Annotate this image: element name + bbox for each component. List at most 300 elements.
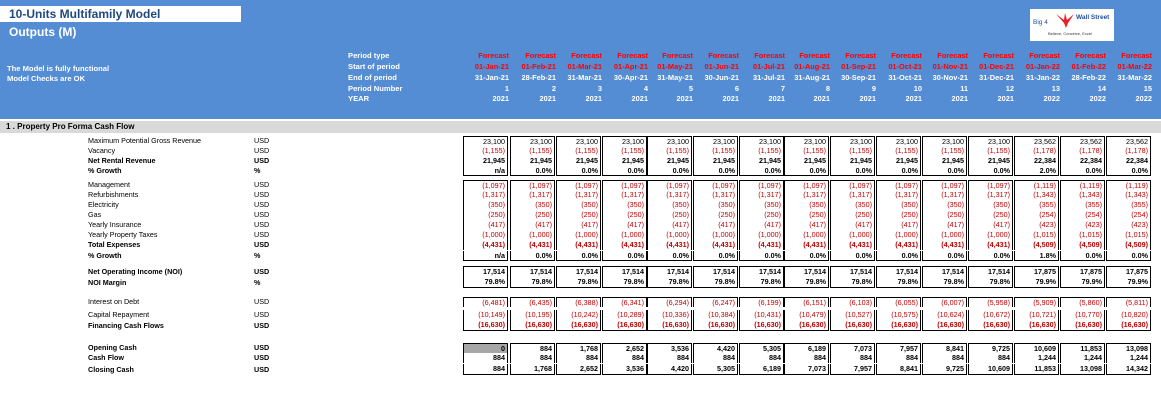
- table-cell[interactable]: 79.8%: [739, 277, 784, 288]
- table-cell[interactable]: 21,945: [693, 156, 738, 166]
- table-cell[interactable]: 7,957: [830, 364, 875, 375]
- table-cell[interactable]: (1,317): [739, 190, 784, 200]
- table-cell[interactable]: (1,155): [739, 146, 784, 156]
- table-cell[interactable]: 0.0%: [739, 251, 784, 261]
- table-cell[interactable]: 21,945: [968, 156, 1013, 166]
- table-cell[interactable]: 9,725: [922, 364, 967, 375]
- table-cell[interactable]: 1.8%: [1014, 251, 1059, 261]
- table-cell[interactable]: 0.0%: [647, 166, 692, 176]
- table-cell[interactable]: 0.0%: [830, 166, 875, 176]
- table-cell[interactable]: (417): [556, 220, 601, 230]
- table-cell[interactable]: (4,509): [1014, 240, 1059, 250]
- table-cell[interactable]: (1,097): [876, 180, 921, 190]
- table-cell[interactable]: (350): [463, 200, 508, 210]
- table-cell[interactable]: 79.8%: [602, 277, 647, 288]
- table-cell[interactable]: (1,097): [784, 180, 829, 190]
- table-cell[interactable]: 17,514: [602, 266, 647, 277]
- table-cell[interactable]: (16,630): [739, 320, 784, 331]
- table-cell[interactable]: 1,244: [1106, 353, 1151, 363]
- table-cell[interactable]: (6,007): [922, 297, 967, 307]
- table-cell[interactable]: 884: [647, 353, 692, 363]
- table-cell[interactable]: 0.0%: [556, 166, 601, 176]
- table-cell[interactable]: (1,119): [1106, 180, 1151, 190]
- table-cell[interactable]: 23,562: [1060, 136, 1105, 146]
- table-cell[interactable]: (5,860): [1060, 297, 1105, 307]
- table-cell[interactable]: (4,431): [693, 240, 738, 250]
- table-cell[interactable]: (350): [830, 200, 875, 210]
- table-cell[interactable]: (4,431): [968, 240, 1013, 250]
- table-cell[interactable]: 884: [876, 353, 921, 363]
- table-cell[interactable]: (1,155): [830, 146, 875, 156]
- table-cell[interactable]: (1,317): [647, 190, 692, 200]
- table-cell[interactable]: 4,420: [647, 364, 692, 375]
- table-cell[interactable]: (350): [693, 200, 738, 210]
- table-cell[interactable]: 17,875: [1014, 266, 1059, 277]
- table-cell[interactable]: (417): [463, 220, 508, 230]
- table-cell[interactable]: (6,247): [693, 297, 738, 307]
- table-cell[interactable]: (1,317): [830, 190, 875, 200]
- table-cell[interactable]: 5,305: [693, 364, 738, 375]
- table-cell[interactable]: 2,652: [602, 343, 647, 353]
- table-cell[interactable]: (1,317): [556, 190, 601, 200]
- table-cell[interactable]: 11,853: [1060, 343, 1105, 353]
- table-cell[interactable]: 22,384: [1060, 156, 1105, 166]
- table-cell[interactable]: 79.9%: [1106, 277, 1151, 288]
- table-cell[interactable]: 21,945: [830, 156, 875, 166]
- table-cell[interactable]: (1,155): [602, 146, 647, 156]
- table-cell[interactable]: 17,514: [876, 266, 921, 277]
- table-cell[interactable]: (1,000): [876, 230, 921, 240]
- table-cell[interactable]: 13,098: [1106, 343, 1151, 353]
- table-cell[interactable]: (250): [876, 210, 921, 220]
- table-cell[interactable]: (16,630): [602, 320, 647, 331]
- table-cell[interactable]: 17,514: [968, 266, 1013, 277]
- table-cell[interactable]: (1,155): [693, 146, 738, 156]
- table-cell[interactable]: 0.0%: [647, 251, 692, 261]
- table-cell[interactable]: 0.0%: [876, 166, 921, 176]
- table-cell[interactable]: (1,000): [463, 230, 508, 240]
- table-cell[interactable]: (254): [1106, 210, 1151, 220]
- table-cell[interactable]: 23,100: [830, 136, 875, 146]
- table-cell[interactable]: (350): [876, 200, 921, 210]
- table-cell[interactable]: 17,514: [556, 266, 601, 277]
- table-cell[interactable]: 884: [463, 353, 508, 363]
- table-cell[interactable]: (350): [556, 200, 601, 210]
- table-cell[interactable]: (350): [510, 200, 555, 210]
- table-cell[interactable]: 79.8%: [693, 277, 738, 288]
- table-cell[interactable]: 79.8%: [922, 277, 967, 288]
- table-cell[interactable]: (16,630): [922, 320, 967, 331]
- table-cell[interactable]: (4,431): [830, 240, 875, 250]
- table-cell[interactable]: (250): [602, 210, 647, 220]
- table-cell[interactable]: (1,317): [463, 190, 508, 200]
- table-cell[interactable]: 17,514: [693, 266, 738, 277]
- table-cell[interactable]: 22,384: [1106, 156, 1151, 166]
- table-cell[interactable]: 23,100: [463, 136, 508, 146]
- table-cell[interactable]: (350): [784, 200, 829, 210]
- table-cell[interactable]: (250): [556, 210, 601, 220]
- table-cell[interactable]: 0.0%: [968, 166, 1013, 176]
- table-cell[interactable]: 0.0%: [1060, 166, 1105, 176]
- table-cell[interactable]: n/a: [463, 251, 508, 261]
- table-cell[interactable]: 0.0%: [556, 251, 601, 261]
- table-cell[interactable]: 23,100: [602, 136, 647, 146]
- table-cell[interactable]: (417): [830, 220, 875, 230]
- table-cell[interactable]: (10,479): [784, 310, 829, 320]
- table-cell[interactable]: (1,097): [647, 180, 692, 190]
- table-cell[interactable]: (4,431): [876, 240, 921, 250]
- table-cell[interactable]: (1,119): [1060, 180, 1105, 190]
- table-cell[interactable]: (1,343): [1106, 190, 1151, 200]
- table-cell[interactable]: (423): [1106, 220, 1151, 230]
- table-cell[interactable]: (16,630): [647, 320, 692, 331]
- table-cell[interactable]: (254): [1014, 210, 1059, 220]
- table-cell[interactable]: (250): [693, 210, 738, 220]
- table-cell[interactable]: (1,097): [739, 180, 784, 190]
- table-cell[interactable]: 6,189: [784, 343, 829, 353]
- table-cell[interactable]: 884: [784, 353, 829, 363]
- table-cell[interactable]: 21,945: [739, 156, 784, 166]
- table-cell[interactable]: 17,875: [1106, 266, 1151, 277]
- table-cell[interactable]: (5,811): [1106, 297, 1151, 307]
- table-cell[interactable]: 17,514: [830, 266, 875, 277]
- table-cell[interactable]: (4,431): [556, 240, 601, 250]
- table-cell[interactable]: 884: [510, 353, 555, 363]
- table-cell[interactable]: 884: [556, 353, 601, 363]
- table-cell[interactable]: 17,514: [784, 266, 829, 277]
- table-cell[interactable]: (16,630): [1106, 320, 1151, 331]
- table-cell[interactable]: (4,431): [510, 240, 555, 250]
- table-cell[interactable]: 13,098: [1060, 364, 1105, 375]
- table-cell[interactable]: (1,317): [876, 190, 921, 200]
- table-cell[interactable]: (10,624): [922, 310, 967, 320]
- table-cell[interactable]: (250): [463, 210, 508, 220]
- table-cell[interactable]: (1,178): [1060, 146, 1105, 156]
- table-cell[interactable]: (423): [1014, 220, 1059, 230]
- table-cell[interactable]: 23,100: [510, 136, 555, 146]
- table-cell[interactable]: 884: [463, 364, 508, 375]
- table-cell[interactable]: 884: [602, 353, 647, 363]
- table-cell[interactable]: 79.8%: [647, 277, 692, 288]
- table-cell[interactable]: (10,195): [510, 310, 555, 320]
- table-cell[interactable]: (10,289): [602, 310, 647, 320]
- table-cell[interactable]: 23,100: [693, 136, 738, 146]
- table-cell[interactable]: (417): [968, 220, 1013, 230]
- table-cell[interactable]: (4,431): [647, 240, 692, 250]
- table-cell[interactable]: 21,945: [602, 156, 647, 166]
- table-cell[interactable]: 79.8%: [463, 277, 508, 288]
- table-cell[interactable]: (417): [876, 220, 921, 230]
- table-cell[interactable]: 2.0%: [1014, 166, 1059, 176]
- table-cell[interactable]: (1,317): [922, 190, 967, 200]
- table-cell[interactable]: (423): [1060, 220, 1105, 230]
- table-cell[interactable]: (1,097): [968, 180, 1013, 190]
- table-cell[interactable]: (10,527): [830, 310, 875, 320]
- table-cell[interactable]: (1,015): [1106, 230, 1151, 240]
- table-cell[interactable]: n/a: [463, 166, 508, 176]
- table-cell[interactable]: (6,294): [647, 297, 692, 307]
- table-cell[interactable]: (1,097): [602, 180, 647, 190]
- table-cell[interactable]: (16,630): [463, 320, 508, 331]
- table-cell[interactable]: (10,721): [1014, 310, 1059, 320]
- table-cell[interactable]: (250): [968, 210, 1013, 220]
- table-cell[interactable]: (1,119): [1014, 180, 1059, 190]
- table-cell[interactable]: 0.0%: [1106, 166, 1151, 176]
- table-cell[interactable]: 0.0%: [602, 251, 647, 261]
- table-cell[interactable]: (16,630): [1060, 320, 1105, 331]
- table-cell[interactable]: (4,431): [922, 240, 967, 250]
- table-cell[interactable]: (355): [1014, 200, 1059, 210]
- table-cell[interactable]: 884: [830, 353, 875, 363]
- table-cell[interactable]: 21,945: [510, 156, 555, 166]
- table-cell[interactable]: (5,958): [968, 297, 1013, 307]
- table-cell[interactable]: (4,431): [739, 240, 784, 250]
- table-cell[interactable]: (1,015): [1060, 230, 1105, 240]
- table-cell[interactable]: (1,317): [784, 190, 829, 200]
- table-cell[interactable]: 0.0%: [876, 251, 921, 261]
- table-cell[interactable]: (10,336): [647, 310, 692, 320]
- table-cell[interactable]: 0.0%: [968, 251, 1013, 261]
- table-cell[interactable]: (350): [739, 200, 784, 210]
- table-cell[interactable]: (16,630): [1014, 320, 1059, 331]
- table-cell[interactable]: 884: [510, 343, 555, 353]
- table-cell[interactable]: (1,317): [510, 190, 555, 200]
- table-cell[interactable]: (6,435): [510, 297, 555, 307]
- table-cell[interactable]: 10,609: [1014, 343, 1059, 353]
- table-cell[interactable]: (350): [647, 200, 692, 210]
- table-cell[interactable]: 0.0%: [693, 166, 738, 176]
- table-cell[interactable]: (10,431): [739, 310, 784, 320]
- table-cell[interactable]: 0.0%: [830, 251, 875, 261]
- table-cell[interactable]: 17,514: [739, 266, 784, 277]
- table-cell[interactable]: (6,151): [784, 297, 829, 307]
- table-cell[interactable]: 5,305: [739, 343, 784, 353]
- table-cell[interactable]: 884: [922, 353, 967, 363]
- table-cell[interactable]: 17,514: [463, 266, 508, 277]
- table-cell[interactable]: 4,420: [693, 343, 738, 353]
- table-cell[interactable]: 23,100: [876, 136, 921, 146]
- table-cell[interactable]: (1,000): [922, 230, 967, 240]
- table-cell[interactable]: 884: [739, 353, 784, 363]
- table-cell[interactable]: 0.0%: [922, 166, 967, 176]
- table-cell[interactable]: 0.0%: [739, 166, 784, 176]
- table-cell[interactable]: 0.0%: [602, 166, 647, 176]
- table-cell[interactable]: (16,630): [784, 320, 829, 331]
- table-cell[interactable]: (6,055): [876, 297, 921, 307]
- table-cell[interactable]: (16,630): [876, 320, 921, 331]
- table-cell[interactable]: (250): [739, 210, 784, 220]
- table-cell[interactable]: 10,609: [968, 364, 1013, 375]
- table-cell[interactable]: 17,514: [922, 266, 967, 277]
- table-cell[interactable]: 2,652: [556, 364, 601, 375]
- table-cell[interactable]: (1,000): [510, 230, 555, 240]
- table-cell[interactable]: 14,342: [1106, 364, 1151, 375]
- table-cell[interactable]: (254): [1060, 210, 1105, 220]
- table-cell[interactable]: 22,384: [1014, 156, 1059, 166]
- table-cell[interactable]: (1,155): [556, 146, 601, 156]
- table-cell[interactable]: (4,431): [784, 240, 829, 250]
- table-cell[interactable]: (4,431): [463, 240, 508, 250]
- table-cell[interactable]: 23,562: [1106, 136, 1151, 146]
- table-cell[interactable]: 1,244: [1014, 353, 1059, 363]
- table-cell[interactable]: 23,100: [739, 136, 784, 146]
- table-cell[interactable]: 23,100: [556, 136, 601, 146]
- table-cell[interactable]: (1,343): [1014, 190, 1059, 200]
- table-cell[interactable]: (250): [647, 210, 692, 220]
- table-cell[interactable]: (417): [510, 220, 555, 230]
- table-cell[interactable]: (6,103): [830, 297, 875, 307]
- table-cell[interactable]: (6,341): [602, 297, 647, 307]
- table-cell[interactable]: (1,178): [1014, 146, 1059, 156]
- table-cell[interactable]: (1,155): [510, 146, 555, 156]
- table-cell[interactable]: (1,097): [693, 180, 738, 190]
- table-cell[interactable]: (417): [647, 220, 692, 230]
- table-cell[interactable]: 23,562: [1014, 136, 1059, 146]
- table-cell[interactable]: (1,000): [602, 230, 647, 240]
- table-cell[interactable]: (4,431): [602, 240, 647, 250]
- table-cell[interactable]: 8,841: [876, 364, 921, 375]
- table-cell[interactable]: 0.0%: [1106, 251, 1151, 261]
- table-cell[interactable]: (417): [784, 220, 829, 230]
- table-cell[interactable]: (355): [1106, 200, 1151, 210]
- table-cell[interactable]: 884: [693, 353, 738, 363]
- table-cell[interactable]: 23,100: [922, 136, 967, 146]
- table-cell[interactable]: 9,725: [968, 343, 1013, 353]
- table-cell[interactable]: 7,957: [876, 343, 921, 353]
- table-cell[interactable]: 0.0%: [922, 251, 967, 261]
- table-cell[interactable]: 21,945: [922, 156, 967, 166]
- table-cell[interactable]: (1,097): [510, 180, 555, 190]
- table-cell[interactable]: 21,945: [647, 156, 692, 166]
- table-cell[interactable]: (350): [968, 200, 1013, 210]
- table-cell[interactable]: 0: [463, 343, 508, 353]
- table-cell[interactable]: 21,945: [463, 156, 508, 166]
- table-cell[interactable]: (6,481): [463, 297, 508, 307]
- table-cell[interactable]: 17,514: [647, 266, 692, 277]
- table-cell[interactable]: (1,343): [1060, 190, 1105, 200]
- table-cell[interactable]: (1,000): [784, 230, 829, 240]
- table-cell[interactable]: (1,097): [556, 180, 601, 190]
- table-cell[interactable]: 79.8%: [968, 277, 1013, 288]
- table-cell[interactable]: 3,536: [602, 364, 647, 375]
- table-cell[interactable]: (1,000): [968, 230, 1013, 240]
- table-cell[interactable]: (1,317): [602, 190, 647, 200]
- table-cell[interactable]: 1,244: [1060, 353, 1105, 363]
- table-cell[interactable]: (250): [922, 210, 967, 220]
- table-cell[interactable]: (250): [784, 210, 829, 220]
- table-cell[interactable]: 21,945: [556, 156, 601, 166]
- table-cell[interactable]: (5,909): [1014, 297, 1059, 307]
- table-cell[interactable]: (417): [922, 220, 967, 230]
- table-cell[interactable]: (10,242): [556, 310, 601, 320]
- table-cell[interactable]: (16,630): [556, 320, 601, 331]
- table-cell[interactable]: 0.0%: [510, 251, 555, 261]
- table-cell[interactable]: 79.8%: [556, 277, 601, 288]
- table-cell[interactable]: 79.8%: [510, 277, 555, 288]
- table-cell[interactable]: (350): [602, 200, 647, 210]
- table-cell[interactable]: 1,768: [510, 364, 555, 375]
- table-cell[interactable]: 23,100: [968, 136, 1013, 146]
- table-cell[interactable]: (1,155): [968, 146, 1013, 156]
- table-cell[interactable]: (10,820): [1106, 310, 1151, 320]
- table-cell[interactable]: 7,073: [784, 364, 829, 375]
- table-cell[interactable]: (1,317): [693, 190, 738, 200]
- table-cell[interactable]: (1,015): [1014, 230, 1059, 240]
- table-cell[interactable]: 0.0%: [784, 251, 829, 261]
- table-cell[interactable]: 79.8%: [876, 277, 921, 288]
- table-cell[interactable]: 0.0%: [510, 166, 555, 176]
- table-cell[interactable]: 884: [968, 353, 1013, 363]
- table-cell[interactable]: (417): [602, 220, 647, 230]
- table-cell[interactable]: 1,768: [556, 343, 601, 353]
- table-cell[interactable]: (417): [693, 220, 738, 230]
- table-cell[interactable]: 23,100: [647, 136, 692, 146]
- table-cell[interactable]: 23,100: [784, 136, 829, 146]
- table-cell[interactable]: (1,000): [830, 230, 875, 240]
- table-cell[interactable]: 11,853: [1014, 364, 1059, 375]
- table-cell[interactable]: (1,000): [556, 230, 601, 240]
- table-cell[interactable]: 0.0%: [1060, 251, 1105, 261]
- table-cell[interactable]: (1,155): [922, 146, 967, 156]
- table-cell[interactable]: (10,575): [876, 310, 921, 320]
- table-cell[interactable]: 79.8%: [830, 277, 875, 288]
- table-cell[interactable]: (1,097): [830, 180, 875, 190]
- table-cell[interactable]: 3,536: [647, 343, 692, 353]
- table-cell[interactable]: (6,388): [556, 297, 601, 307]
- table-cell[interactable]: (16,630): [968, 320, 1013, 331]
- table-cell[interactable]: (1,155): [463, 146, 508, 156]
- table-cell[interactable]: 6,189: [739, 364, 784, 375]
- table-cell[interactable]: (16,630): [510, 320, 555, 331]
- table-cell[interactable]: (1,178): [1106, 146, 1151, 156]
- table-cell[interactable]: (1,000): [693, 230, 738, 240]
- table-cell[interactable]: (16,630): [693, 320, 738, 331]
- table-cell[interactable]: (1,097): [463, 180, 508, 190]
- table-cell[interactable]: (1,000): [739, 230, 784, 240]
- table-cell[interactable]: 79.9%: [1060, 277, 1105, 288]
- table-cell[interactable]: (4,509): [1106, 240, 1151, 250]
- table-cell[interactable]: 17,875: [1060, 266, 1105, 277]
- table-cell[interactable]: (1,000): [647, 230, 692, 240]
- table-cell[interactable]: 17,514: [510, 266, 555, 277]
- table-cell[interactable]: (10,770): [1060, 310, 1105, 320]
- table-cell[interactable]: (250): [830, 210, 875, 220]
- table-cell[interactable]: (10,672): [968, 310, 1013, 320]
- table-cell[interactable]: 7,073: [830, 343, 875, 353]
- table-cell[interactable]: 0.0%: [784, 166, 829, 176]
- table-cell[interactable]: (4,509): [1060, 240, 1105, 250]
- table-cell[interactable]: (417): [739, 220, 784, 230]
- table-cell[interactable]: (250): [510, 210, 555, 220]
- table-cell[interactable]: (1,155): [647, 146, 692, 156]
- table-cell[interactable]: 79.8%: [784, 277, 829, 288]
- table-cell[interactable]: (10,384): [693, 310, 738, 320]
- table-cell[interactable]: (10,149): [463, 310, 508, 320]
- table-cell[interactable]: 21,945: [784, 156, 829, 166]
- table-cell[interactable]: (1,317): [968, 190, 1013, 200]
- table-cell[interactable]: 8,841: [922, 343, 967, 353]
- table-cell[interactable]: (1,155): [784, 146, 829, 156]
- table-cell[interactable]: (1,097): [922, 180, 967, 190]
- table-cell[interactable]: 21,945: [876, 156, 921, 166]
- table-cell[interactable]: 79.9%: [1014, 277, 1059, 288]
- table-cell[interactable]: (1,155): [876, 146, 921, 156]
- table-cell[interactable]: (6,199): [739, 297, 784, 307]
- table-cell[interactable]: (355): [1060, 200, 1105, 210]
- table-cell[interactable]: (16,630): [830, 320, 875, 331]
- table-cell[interactable]: 0.0%: [693, 251, 738, 261]
- table-cell[interactable]: (350): [922, 200, 967, 210]
